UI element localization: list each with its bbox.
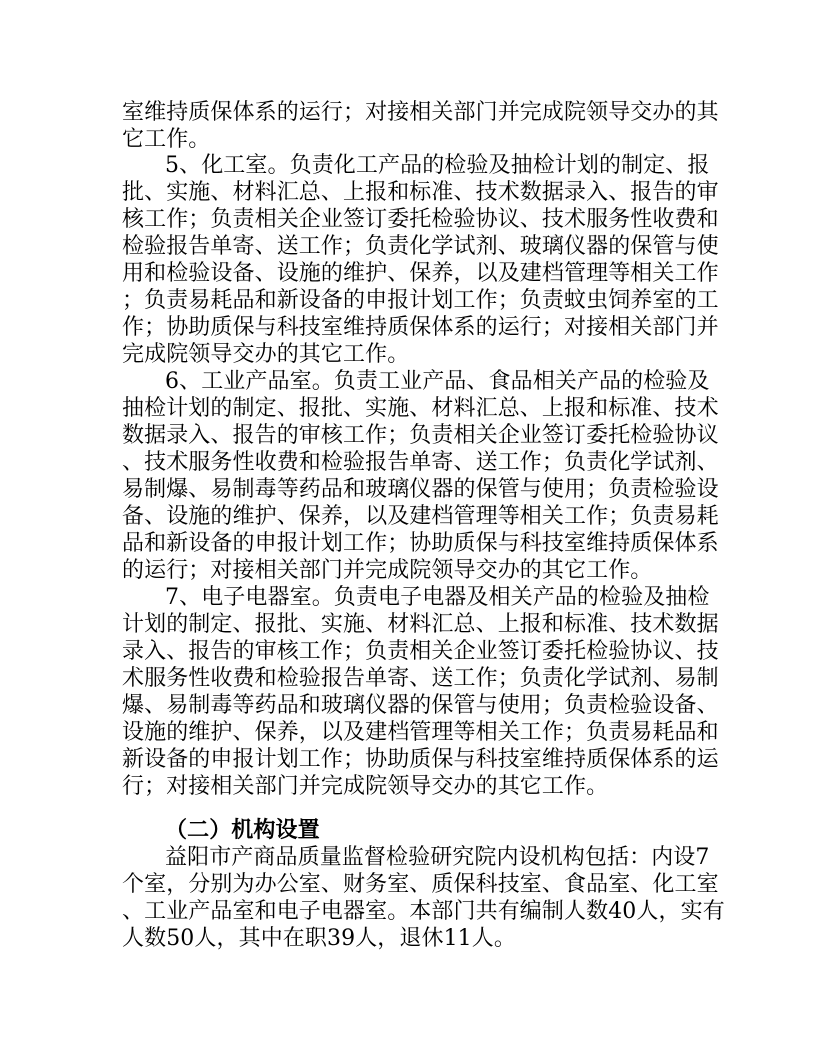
text-line: ；负责易耗品和新设备的申报计划工作；负责蚊虫饲养室的工 [122,288,719,313]
text-line: 6、工业产品室。负责工业产品、食品相关产品的检验及 [165,369,710,394]
text-line: 、工业产品室和电子电器室。本部门共有编制人数40人，实有 [122,899,725,924]
text-line: 数据录入、报告的审核工作；负责相关企业签订委托检验协议 [122,423,719,448]
text-line: 益阳市产商品质量监督检验研究院内设机构包括：内设7 [165,845,710,870]
text-line: 、技术服务性收费和检验报告单寄、送工作；负责化学试剂、 [122,450,719,475]
text-line: 备、设施的维护、保养，以及建档管理等相关工作；负责易耗 [122,504,719,529]
text-line: 新设备的申报计划工作；协助质保与科技室维持质保体系的运 [122,747,719,772]
text-line: 室维持质保体系的运行；对接相关部门并完成院领导交办的其 [122,100,719,125]
text-line: 它工作。 [122,127,211,152]
text-line: 用和检验设备、设施的维护、保养，以及建档管理等相关工作 [122,261,719,286]
text-line: 完成院领导交办的其它工作。 [122,342,410,367]
text-line: 品和新设备的申报计划工作；协助质保与科技室维持质保体系 [122,531,719,556]
text-line: 设施的维护、保养，以及建档管理等相关工作；负责易耗品和 [122,720,719,745]
text-line: 录入、报告的审核工作；负责相关企业签订委托检验协议、技 [122,639,719,664]
text-line: 作；协助质保与科技室维持质保体系的运行；对接相关部门并 [122,315,719,340]
text-line: 5、化工室。负责化工产品的检验及抽检计划的制定、报 [165,153,710,178]
section-heading: （二）机构设置 [165,817,320,843]
text-line: 核工作；负责相关企业签订委托检验协议、技术服务性收费和 [122,207,719,232]
text-line: 人数50人，其中在职39人，退休11人。 [122,926,516,951]
text-line: 易制爆、易制毒等药品和玻璃仪器的保管与使用；负责检验设 [122,477,719,502]
text-line: 个室，分别为办公室、财务室、质保科技室、食品室、化工室 [122,872,719,897]
text-line: 批、实施、材料汇总、上报和标准、技术数据录入、报告的审 [122,180,719,205]
text-line: 抽检计划的制定、报批、实施、材料汇总、上报和标准、技术 [122,396,719,421]
text-line: 7、电子电器室。负责电子电器及相关产品的检验及抽检 [165,585,710,610]
text-line: 行；对接相关部门并完成院领导交办的其它工作。 [122,774,609,799]
text-line: 术服务性收费和检验报告单寄、送工作；负责化学试剂、易制 [122,666,719,691]
text-line: 的运行；对接相关部门并完成院领导交办的其它工作。 [122,558,653,583]
text-line: 爆、易制毒等药品和玻璃仪器的保管与使用；负责检验设备、 [122,693,719,718]
text-line: 计划的制定、报批、实施、材料汇总、上报和标准、技术数据 [122,612,719,637]
text-line: 检验报告单寄、送工作；负责化学试剂、玻璃仪器的保管与使 [122,234,719,259]
